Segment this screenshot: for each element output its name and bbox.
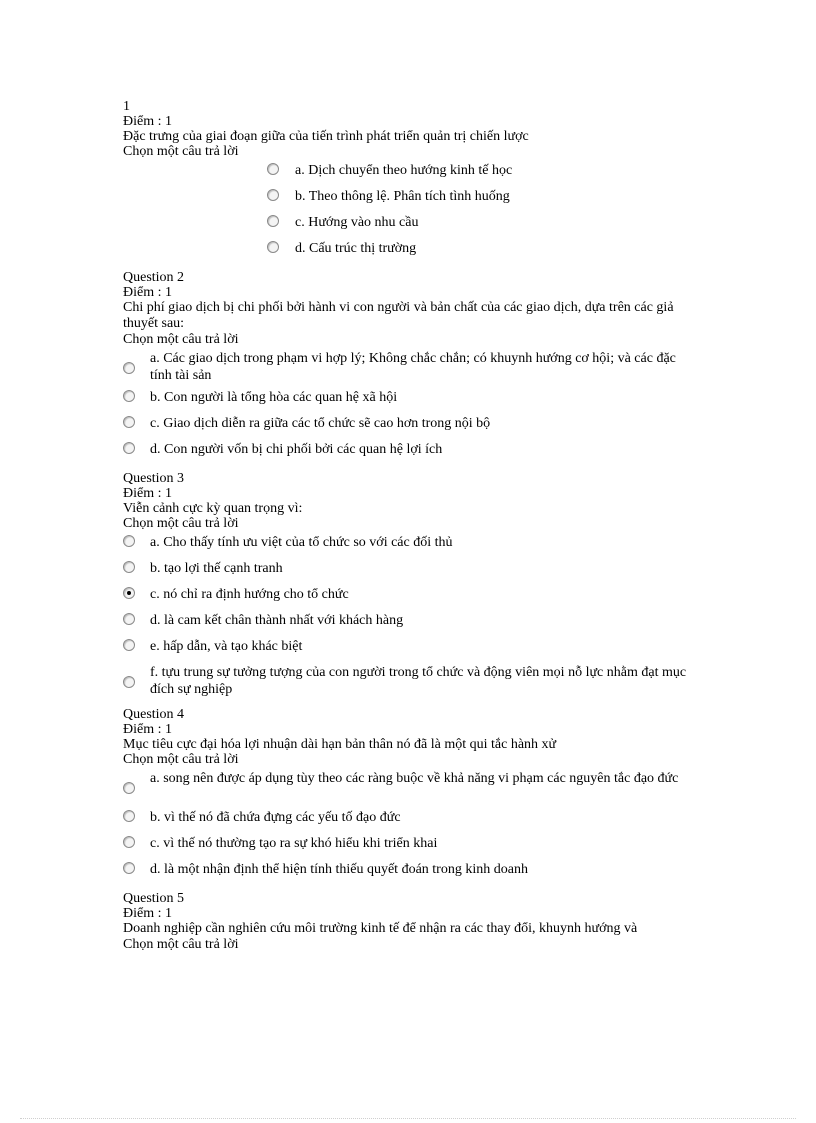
answer-label: b. Theo thông lệ. Phân tích tình huống — [295, 189, 510, 204]
answer-option-a[interactable] — [123, 350, 723, 389]
answer-option-b[interactable] — [267, 188, 723, 214]
radio-button[interactable] — [123, 416, 135, 428]
question-points: Điểm : 1 — [123, 486, 172, 501]
answer-option-b[interactable] — [123, 389, 723, 415]
answer-option-a[interactable] — [267, 162, 723, 188]
radio-button[interactable] — [267, 241, 279, 253]
radio-button[interactable] — [123, 676, 135, 688]
radio-button[interactable] — [123, 561, 135, 573]
answer-label: d. Con người vốn bị chi phối bởi các quan hệ lợi ích — [150, 442, 443, 457]
answer-option-c[interactable] — [123, 586, 723, 612]
answer-option-b[interactable] — [123, 560, 723, 586]
answer-prompt: Chọn một câu trả lời — [123, 332, 239, 347]
answer-label: c. Hướng vào nhu cầu — [295, 215, 419, 230]
answer-label: f. tựu trung sự tưởng tượng của con người trong tổ chức và động viên mọi nỗ lực nhằm đạt mục đích sự nghiệp — [150, 665, 687, 697]
question-5 — [123, 891, 723, 952]
question-points: Điểm : 1 — [123, 285, 172, 300]
question-points: Điểm : 1 — [123, 114, 172, 129]
question-text: Viễn cảnh cực kỳ quan trọng vì: — [123, 501, 303, 516]
answer-label: c. vì thế nó thường tạo ra sự khó hiểu khi triển khai — [150, 836, 438, 851]
radio-button[interactable] — [267, 163, 279, 175]
answer-options — [123, 350, 723, 467]
answer-option-c[interactable] — [123, 415, 723, 441]
question-3 — [123, 471, 723, 703]
radio-button[interactable] — [123, 442, 135, 454]
question-number: Question 2 — [123, 270, 185, 285]
answer-label: b. tạo lợi thế cạnh tranh — [150, 561, 283, 576]
question-text: Chi phí giao dịch bị chi phối bởi hành vi con người và bản chất của các giao dịch, dựa trên các giả thuyết sau: — [123, 300, 674, 331]
radio-button[interactable] — [267, 189, 279, 201]
answer-options — [123, 770, 723, 887]
answer-label: e. hấp dẫn, và tạo khác biệt — [150, 639, 303, 654]
question-number: 1 — [123, 99, 130, 114]
answer-option-e[interactable] — [123, 638, 723, 664]
answer-option-c[interactable] — [123, 835, 723, 861]
answer-option-c[interactable] — [267, 214, 723, 240]
radio-button[interactable] — [123, 810, 135, 822]
answer-label: a. Các giao dịch trong phạm vi hợp lý; Không chắc chắn; có khuynh hướng cơ hội; và các đặc tính tài sản — [150, 351, 676, 383]
answer-option-a[interactable] — [123, 534, 723, 560]
question-text: Đặc trưng của giai đoạn giữa của tiến trình phát triển quản trị chiến lược — [123, 129, 529, 144]
answer-label: d. là cam kết chân thành nhất với khách hàng — [150, 613, 404, 628]
question-1 — [123, 99, 723, 266]
answer-options — [123, 534, 723, 703]
answer-option-d[interactable] — [123, 861, 723, 887]
question-2 — [123, 270, 723, 467]
answer-label: c. Giao dịch diễn ra giữa các tổ chức sẽ cao hơn trong nội bộ — [150, 416, 491, 431]
radio-button[interactable] — [123, 362, 135, 374]
radio-button[interactable] — [123, 390, 135, 402]
question-text: Doanh nghiệp cần nghiên cứu môi trường kinh tế để nhận ra các thay đổi, khuynh hướng và — [123, 921, 638, 936]
answer-label: d. Cấu trúc thị trường — [295, 241, 417, 256]
radio-button[interactable] — [123, 639, 135, 651]
answer-label: b. vì thế nó đã chứa đựng các yếu tố đạo đức — [150, 810, 401, 825]
radio-button[interactable] — [123, 782, 135, 794]
answer-prompt: Chọn một câu trả lời — [123, 752, 239, 767]
answer-label: b. Con người là tổng hòa các quan hệ xã hội — [150, 390, 398, 405]
page-bottom-divider — [20, 1118, 796, 1119]
answer-option-d[interactable] — [267, 240, 723, 266]
answer-option-a[interactable] — [123, 770, 723, 809]
radio-button[interactable] — [123, 836, 135, 848]
answer-option-b[interactable] — [123, 809, 723, 835]
answer-label: a. Cho thấy tính ưu việt của tổ chức so với các đối thủ — [150, 535, 453, 550]
radio-button[interactable] — [123, 862, 135, 874]
question-points: Điểm : 1 — [123, 722, 172, 737]
radio-button-selected[interactable] — [123, 587, 135, 599]
question-4 — [123, 707, 723, 887]
quiz-page — [123, 99, 723, 952]
question-points: Điểm : 1 — [123, 906, 172, 921]
answer-prompt: Chọn một câu trả lời — [123, 937, 239, 952]
answer-label: c. nó chỉ ra định hướng cho tổ chức — [150, 587, 349, 602]
answer-label: d. là một nhận định thể hiện tính thiếu quyết đoán trong kinh doanh — [150, 862, 528, 877]
answer-option-d[interactable] — [123, 612, 723, 638]
question-number: Question 5 — [123, 891, 185, 906]
question-text: Mục tiêu cực đại hóa lợi nhuận dài hạn bản thân nó đã là một qui tắc hành xử — [123, 737, 557, 752]
answer-options — [123, 162, 723, 266]
question-number: Question 4 — [123, 707, 185, 722]
radio-button[interactable] — [267, 215, 279, 227]
radio-button[interactable] — [123, 613, 135, 625]
answer-label: a. Dịch chuyển theo hướng kinh tế học — [295, 163, 513, 178]
answer-prompt: Chọn một câu trả lời — [123, 516, 239, 531]
answer-prompt: Chọn một câu trả lời — [123, 144, 239, 159]
radio-button[interactable] — [123, 535, 135, 547]
question-number: Question 3 — [123, 471, 185, 486]
answer-option-f[interactable] — [123, 664, 723, 703]
answer-label: a. song nên được áp dụng tùy theo các ràng buộc về khả năng vi phạm các nguyên tắc đạo đức — [150, 771, 679, 786]
answer-option-d[interactable] — [123, 441, 723, 467]
